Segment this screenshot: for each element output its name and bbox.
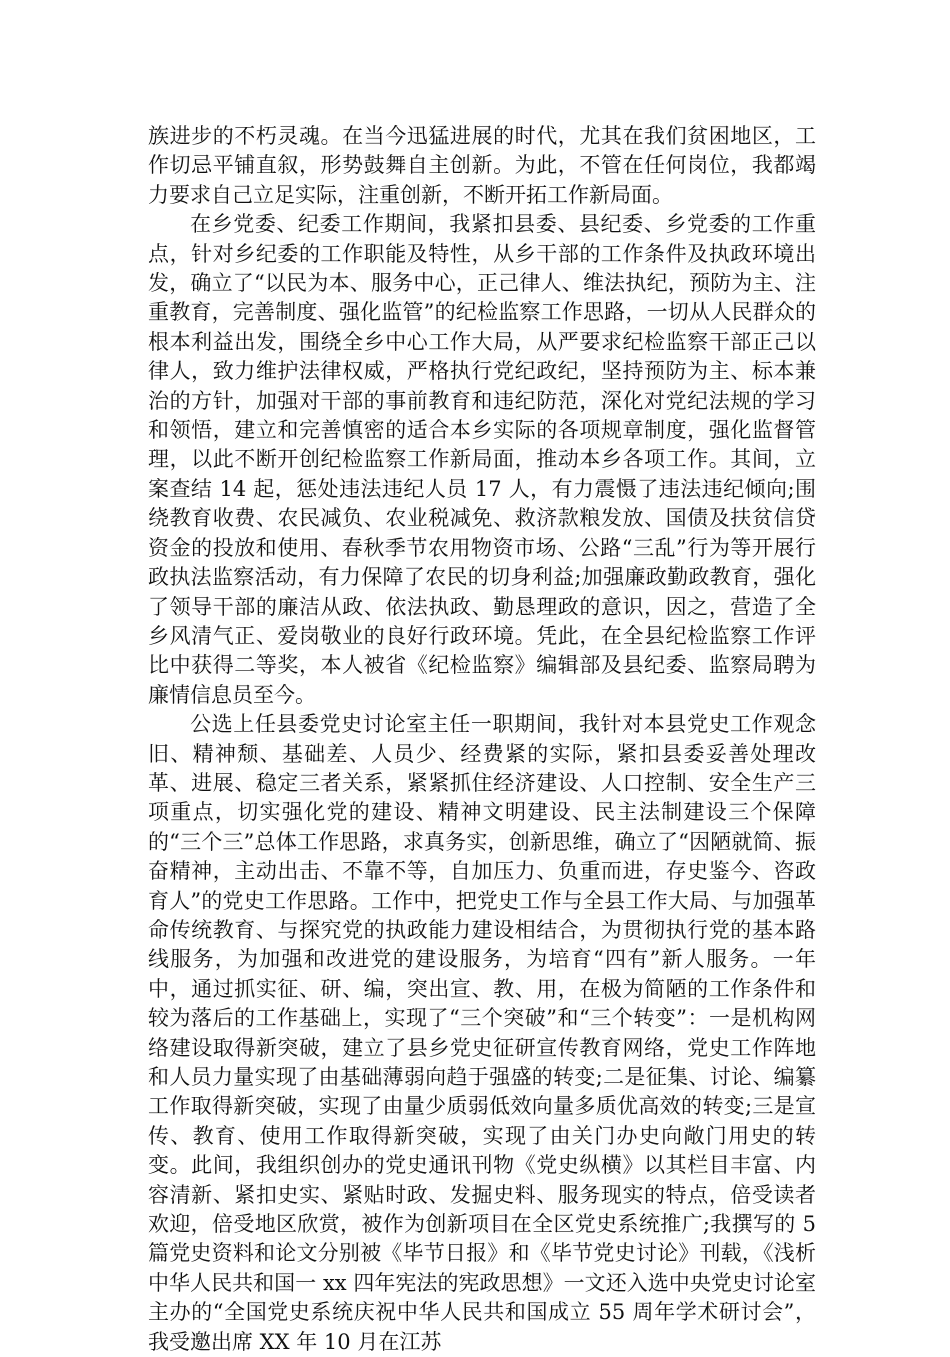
document-body bbox=[148, 122, 816, 1357]
paragraph-party-history-work: 公选上任县委党史讨论室主任一职期间，我针对本县党史工作观念旧、精神颓、基础差、人员少、经费紧的实际，紧扣县委妥善处理改革、进展、稳定三者关系，紧紧抓住经济建设、人口控制、安全生产三项重点，切实强化党的建设、精神文明建设、民主法制建设三个保障的“三个三”总体工作思路，求真务实，创新思维，确立了“因陋就简、振奋精神，主动出击、不靠不等，自加压力、负重而进，存史鉴今、咨政育人”的党史工作思路。工作中，把党史工作与全县工作大局、与加强革命传统教育、与探究党的执政能力建设相结合，为贯彻执行党的基本路线服务，为加强和改进党的建设服务，为培育“四有”新人服务。一年中，通过抓实征、研、编，突出宣、教、用，在极为简陋的工作条件和较为落后的工作基础上，实现了“三个突破”和“三个转变”：一是机构网络建设取得新突破，建立了县乡党史征研宣传教育网络，党史工作阵地和人员力量实现了由基础薄弱向趋于强盛的转变;二是征集、讨论、编纂工作取得新突破，实现了由量少质弱低效向量多质优高效的转变;三是宣传、教育、使用工作取得新突破，实现了由关门办史向敞门用史的转变。此间，我组织创办的党史通讯刊物《党史纵横》以其栏目丰富、内容清新、紧扣史实、紧贴时政、发掘史料、服务现实的特点，倍受读者欢迎，倍受地区欣赏，被作为创新项目在全区党史系统推广;我撰写的 5 篇党史资料和论文分别被《毕节日报》和《毕节党史讨论》刊载，《浅析中华人民共和国一 xx 四年宪法的宪政思想》一文还入选中央党史讨论室主办的“全国党史系统庆祝中华人民共和国成立 55 周年学术研讨会”，我受邀出席 XX 年 10 月在江苏 bbox=[148, 712, 816, 1354]
paragraph-continuation: 族进步的不朽灵魂。在当今迅猛进展的时代，尤其在我们贫困地区，工作切忌平铺直叙，形势鼓舞自主创新。为此，不管在任何岗位，我都竭力要求自己立足实际，注重创新，不断开拓工作新局面。 bbox=[148, 124, 816, 207]
paragraph-discipline-work: 在乡党委、纪委工作期间，我紧扣县委、县纪委、乡党委的工作重点，针对乡纪委的工作职能及特性，从乡干部的工作条件及执政环境出发，确立了“以民为本、服务中心，正己律人、维法执纪，预防为主、注重教育，完善制度、强化监管”的纪检监察工作思路，一切从人民群众的根本利益出发，围绕全乡中心工作大局，从严要求纪检监察干部正己以律人，致力维护法律权威，严格执行党纪政纪，坚持预防为主、标本兼治的方针，加强对干部的事前教育和违纪防范，深化对党纪法规的学习和领悟，建立和完善慎密的适合本乡实际的各项规章制度，强化监督管理，以此不断开创纪检监察工作新局面，推动本乡各项工作。其间，立案查结 14 起，惩处违法违纪人员 17 人，有力震慑了违法违纪倾向;围绕教育收费、农民减负、农业税减免、救济款粮发放、国债及扶贫信贷资金的投放和使用、春秋季节农用物资市场、公路“三乱”行为等开展行政执法监察活动，有力保障了农民的切身利益;加强廉政勤政教育，强化了领导干部的廉洁从政、依法执政、勤恳理政的意识，因之，营造了全乡风清气正、爱岗敬业的良好行政环境。凭此，在全县纪检监察工作评比中获得二等奖，本人被省《纪检监察》编辑部及县纪委、监察局聘为廉情信息员至今。 bbox=[148, 212, 816, 707]
